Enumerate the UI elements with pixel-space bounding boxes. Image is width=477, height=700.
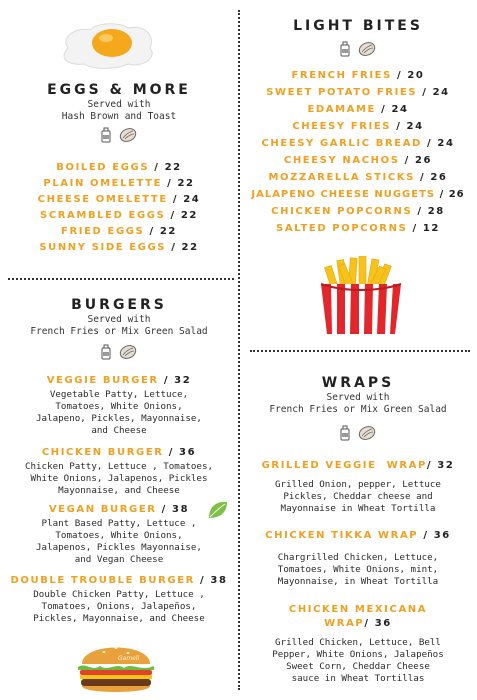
milk-icon	[340, 425, 350, 441]
burgers-section	[0, 297, 238, 625]
item-price: 36	[179, 447, 197, 458]
item-price: 32	[437, 460, 455, 471]
wraps-served-line2: French Fries or Mix Green Salad	[269, 404, 447, 415]
item-price: 32	[174, 375, 192, 386]
milk-icon	[340, 41, 350, 57]
burger-icon	[76, 634, 156, 698]
list-item: JALAPENO CHEESE NUGGETS / 26	[251, 189, 465, 200]
nut-icon	[358, 41, 376, 57]
burger-item-chicken: CHICKEN BURGER / 36 Chicken Patty, Lettuce , Tomatoes, White Onions, Jalapenos, Pickles Mayonnaise, and Cheese	[24, 447, 214, 496]
list-item: FRENCH FRIES / 20	[291, 70, 425, 81]
list-item: PLAIN OMELETTE / 22	[43, 178, 195, 189]
list-item: SCRAMBLED EGGS / 22	[40, 210, 198, 221]
burger-item-veggie: VEGGIE BURGER / 32 Vegetable Patty, Lettuce, Tomatoes, White Onions, Jalapeno, Pickles, Mayonnaise, and Cheese	[36, 375, 202, 436]
bun-text: Gameli	[118, 655, 140, 662]
item-name: CHICKEN MEXICANA	[288, 604, 428, 615]
item-name-line2: WRAP	[324, 618, 365, 629]
milk-icon	[101, 344, 111, 360]
burgers-allergen-icons	[0, 343, 238, 361]
burgers-served-line1: Served with	[87, 314, 151, 325]
list-item: MOZZARELLA STICKS / 26	[268, 172, 448, 183]
item-price: 38	[210, 575, 228, 586]
item-name: CHICKEN TIKKA WRAP	[265, 530, 419, 541]
section-divider-right	[250, 350, 470, 352]
item-name: VEGAN BURGER	[48, 504, 157, 515]
list-item: CHICKEN POPCORNS / 28	[271, 206, 445, 217]
list-item: CHEESE OMELETTE / 24	[37, 194, 201, 205]
item-name: CHICKEN BURGER	[41, 447, 164, 458]
wrap-item-chicken-mexicana: CHICKEN MEXICANA WRAP/ 36 Grilled Chicken, Lettuce, Bell Pepper, White Onions, Jalapeños Sweet Corn, Cheddar Cheese sauce in Wheat Tortillas	[272, 604, 444, 684]
item-price: 36	[374, 618, 392, 629]
wraps-section	[239, 375, 477, 685]
wraps-title: WRAPS	[321, 375, 395, 391]
eggs-section	[0, 82, 238, 256]
wrap-item-grilled-veggie: GRILLED VEGGIE WRAP/ 32 Grilled Onion, pepper, Lettuce Pickles, Cheddar cheese and Mayonnaise in Wheat Tortilla	[261, 460, 455, 514]
nut-icon	[119, 344, 137, 360]
light-bites-title: LIGHT BITES	[293, 18, 423, 34]
light-bites-section	[239, 18, 477, 237]
burgers-served-line2: French Fries or Mix Green Salad	[30, 326, 208, 337]
eggs-list	[0, 160, 238, 256]
section-divider-left	[8, 278, 234, 280]
eggs-served-line1: Served with	[87, 99, 151, 110]
light-bites-list	[239, 67, 477, 237]
fried-egg-icon	[58, 22, 158, 70]
list-item: EDAMAME / 24	[307, 104, 409, 115]
light-bites-allergen-icons	[239, 40, 477, 58]
list-item: SUNNY SIDE EGGS / 22	[39, 242, 199, 253]
burger-item-vegan: VEGAN BURGER / 38 Plant Based Patty, Lettuce , Tomatoes, White Onions, Jalapenos, Pickles Mayonnaise, and Vegan Cheese	[0, 502, 238, 566]
list-item: FRIED EGGS / 22	[61, 226, 177, 237]
french-fries-icon	[315, 256, 407, 336]
milk-icon	[101, 127, 111, 143]
item-name: DOUBLE TROUBLE BURGER	[10, 575, 195, 586]
wraps-served-line1: Served with	[326, 392, 390, 403]
eggs-allergen-icons	[0, 126, 238, 144]
leaf-icon	[207, 500, 229, 520]
list-item: SALTED POPCORNS / 12	[276, 223, 440, 234]
list-item: BOILED EGGS / 22	[56, 162, 182, 173]
item-price: 38	[172, 504, 190, 515]
eggs-title: EGGS & MORE	[47, 82, 191, 98]
nut-icon	[119, 127, 137, 143]
eggs-served-line2: Hash Brown and Toast	[61, 111, 177, 122]
list-item: SWEET POTATO FRIES / 24	[266, 87, 450, 98]
burgers-title: BURGERS	[71, 297, 167, 313]
nut-icon	[358, 425, 376, 441]
wraps-allergen-icons	[239, 424, 477, 442]
item-name: GRILLED VEGGIE WRAP	[261, 460, 427, 471]
list-item: CHEESY GARLIC BREAD / 24	[261, 138, 455, 149]
item-name: VEGGIE BURGER	[46, 375, 159, 386]
list-item: CHEESY NACHOS / 26	[283, 155, 433, 166]
burger-item-double-trouble: DOUBLE TROUBLE BURGER / 38 Double Chicken Patty, Lettuce , Tomatoes, Onions, Jalapeños, Pickles, Mayonnaise, and Cheese	[10, 575, 228, 624]
list-item: CHEESY FRIES / 24	[292, 121, 424, 132]
item-price: 36	[433, 530, 451, 541]
wrap-item-chicken-tikka: CHICKEN TIKKA WRAP / 36 Chargrilled Chicken, Lettuce, Tomatoes, White Onions, mint, Mayonnaise, in Wheat Tortilla	[265, 530, 451, 587]
